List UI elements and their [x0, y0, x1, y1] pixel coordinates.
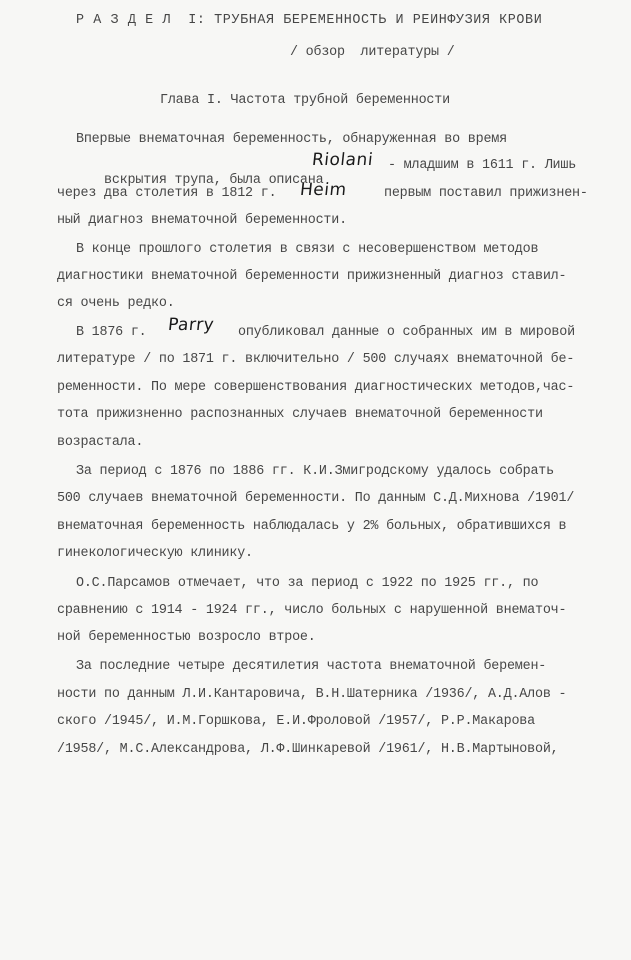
handwritten-name-riolani: Riolani — [310, 150, 375, 170]
text-line: тота прижизненно распознанных случаев внематочной беременности — [57, 407, 543, 422]
text-line: через два столетия в 1812 г. — [57, 186, 277, 201]
text-line: О.С.Парсамов отмечает, что за период с 1922 по 1925 гг., по — [76, 576, 539, 591]
text-line: ся очень редко. — [57, 296, 175, 311]
text-line: ный диагноз внематочной беременности. — [57, 213, 347, 228]
text-segment: вскрытия трупа, была описана — [104, 173, 324, 188]
text-line: В 1876 г. — [76, 325, 147, 340]
text-line: литературе / по 1871 г. включительно / 500 случаях внематочной бе- — [57, 352, 575, 367]
text-line: 500 случаев внематочной беременности. По данным С.Д.Михнова /1901/ — [57, 491, 575, 506]
section-heading: Р А З Д Е Л I: ТРУБНАЯ БЕРЕМЕННОСТЬ И РЕИНФУЗИЯ КРОВИ — [76, 13, 543, 28]
text-line: За период с 1876 по 1886 гг. К.И.Змигродскому удалось собрать — [76, 464, 554, 479]
handwritten-name-parry: Parry — [166, 315, 216, 335]
text-line: В конце прошлого столетия в связи с несовершенством методов — [76, 242, 539, 257]
text-line: ского /1945/, И.М.Горшкова, Е.И.Фроловой /1957/, Р.Р.Макарова — [57, 714, 535, 729]
text-line: - младшим в 1611 г. Лишь — [388, 158, 577, 173]
section-subheading: / обзор литературы / — [290, 45, 455, 60]
text-line: сравнению с 1914 - 1924 гг., число больных с нарушенной внематоч- — [57, 603, 567, 618]
text-line: гинекологическую клинику. — [57, 546, 253, 561]
text-line: диагностики внематочной беременности прижизненный диагноз ставил- — [57, 269, 567, 284]
text-line: возрастала. — [57, 435, 144, 450]
text-line: ности по данным Л.И.Кантаровича, В.Н.Шатерника /1936/, А.Д.Алов - — [57, 687, 567, 702]
text-line: За последние четыре десятилетия частота внематочной беремен- — [76, 659, 547, 674]
text-line: ременности. По мере совершенствования диагностических методов,час- — [57, 380, 575, 395]
text-line: ной беременностью возросло втрое. — [57, 630, 316, 645]
text-line: /1958/, М.С.Александрова, Л.Ф.Шинкаревой /1961/, Н.В.Мартыновой, — [57, 742, 559, 757]
chapter-title: Глава I. Частота трубной беременности — [160, 93, 450, 108]
text-line: внематочная беременность наблюдалась у 2% больных, обратившихся в — [57, 519, 567, 534]
text-line: Впервые внематочная беременность, обнаруженная во время — [76, 132, 507, 147]
text-line: опубликовал данные о собранных им в мировой — [238, 325, 575, 340]
handwritten-name-heim: Heim — [298, 180, 348, 200]
text-line: первым поставил прижизнен- — [384, 186, 588, 201]
